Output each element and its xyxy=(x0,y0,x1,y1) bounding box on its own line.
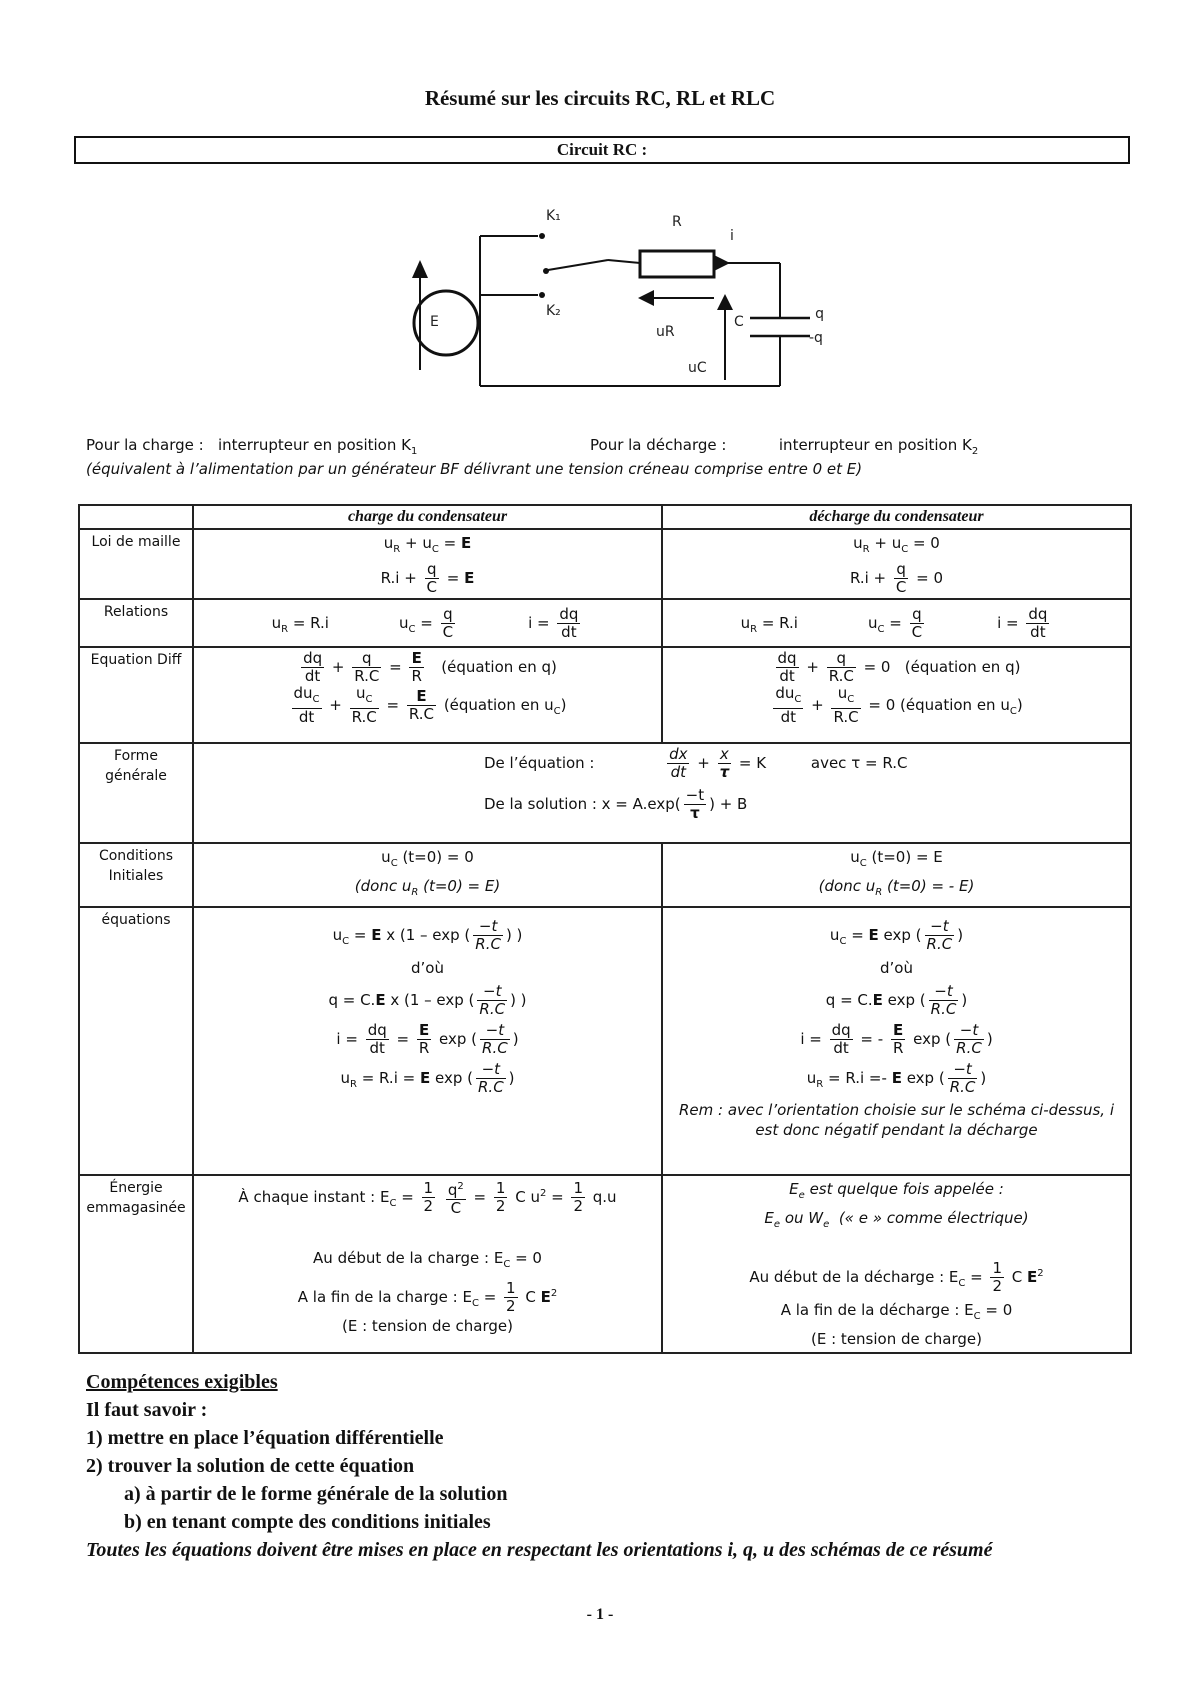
decharge-note: Pour la décharge : interrupteur en position $K_2$ xyxy=(590,436,979,457)
ur-label: uR xyxy=(656,324,675,340)
row-label-equations: équations xyxy=(79,907,193,1175)
equivalent-note: (équivalent à l’alimentation par un générateur BF délivrant une tension créneau comprise entre 0 et E) xyxy=(86,460,863,478)
page-number: - 1 - xyxy=(586,1606,614,1623)
competences-title: Compétences exigibles xyxy=(86,1371,278,1393)
switch-contact-k2 xyxy=(539,292,545,298)
table-row: Relations $u_R = R.i$ $u_C$ = $\frac{q}{C}$ i = $\frac{dq}{dt}$ $u_R = R.i$ $u_C$ = $\frac{q}{C}$ i = $\frac{dq}{dt}$ xyxy=(79,599,1131,647)
table-row: Énergie emmagasinée À chaque instant : $E_C$ = $\frac{1}{2}$ $\frac{q^2}{C}$ = $\frac{1}{2}$ C $u^2$ = $\frac{1}{2}$ q.u Au début de la charge : $E_C = 0$ A la fin de la charge : $E_C$ = $\frac{1}{2}$ C $E^2$ (E : tension de charge) $E_e$ est quelque fois appelée : $E_e$ ou $W_e$ (« e » comme électrique) Au début de la décharge : $E_C$ = $\frac{1}{2}$ C $E^2$ A la fin de la décharge : $E_C = 0$ (E : tension de charge) xyxy=(79,1175,1131,1353)
resistor-symbol xyxy=(640,251,714,277)
row-label-conditions: Conditions Initiales xyxy=(79,843,193,907)
row-label-energie: Énergie emmagasinée xyxy=(79,1175,193,1353)
switch-contact-k1 xyxy=(539,233,545,239)
remark: Rem : avec l’orientation choisie sur le schéma ci-dessus, i est donc négatif pendant la décharge xyxy=(678,1101,1115,1139)
row-label-eqdiff: Equation Diff xyxy=(79,647,193,743)
e-arrow-head xyxy=(412,260,428,278)
header-decharge: décharge du condensateur xyxy=(662,505,1131,529)
switch-blade xyxy=(548,260,608,270)
section-header: Circuit RC : xyxy=(74,136,1130,164)
uc-arrow-head xyxy=(717,294,733,310)
table-header-row xyxy=(79,505,1131,529)
r-label: R xyxy=(672,214,682,230)
switch-pivot xyxy=(543,268,549,274)
generator-symbol xyxy=(414,291,478,355)
row-label-loi: Loi de maille xyxy=(79,529,193,599)
header-charge: charge du condensateur xyxy=(193,505,662,529)
q-label: q xyxy=(815,306,824,322)
row-label-relations: Relations xyxy=(79,599,193,647)
e-label: E xyxy=(430,314,439,330)
minus-q-label: -q xyxy=(809,330,823,346)
rc-circuit-diagram xyxy=(390,200,824,390)
i-label: i xyxy=(730,228,734,244)
c-label: C xyxy=(734,314,744,330)
ur-arrow-head xyxy=(638,290,654,306)
row-label-forme: Forme générale xyxy=(79,743,193,843)
table-row: équations $u_C = E$ x (1 – exp ( $\frac{-t}{R.C}$ ) ) d’où q = C.E x (1 – exp ( $\frac{-t}{R.C}$ ) ) i = $\frac{dq}{dt}$ = $\frac{E}{R}$ exp ( $\frac{-t}{R.C}$ ) $u_R = R.i = E$ exp ( $\frac{-t}{R.C}$ ) $u_C = E$ exp ( $\frac{-t}{R.C}$ ) d’où q = C.E exp ( $\frac{-t}{R.C}$ ) i = $\frac{dq}{dt}$ = - $\frac{E}{R}$ exp ( $\frac{-t}{R.C}$ ) $u_R = R.i =- E$ exp ( $\frac{-t}{R.C}$ ) Rem : avec l’orientation choisie sur le schéma ci-dessus, i est donc négatif pendant la décharge xyxy=(79,907,1131,1175)
table-row: Loi de maille $u_R + u_C = E$ R.i + $\frac{q}{C}$ = E $u_R + u_C = 0$ R.i + $\frac{q}{C}$ = 0 xyxy=(79,529,1131,599)
current-arrow xyxy=(714,255,730,271)
page-title: Résumé sur les circuits RC, RL et RLC xyxy=(424,86,776,110)
k1-label: K₁ xyxy=(546,208,561,224)
table-row: Equation Diff $\frac{dq}{dt}$ + $\frac{q}{R.C}$ = $\frac{E}{R}$ (équation en q) $\frac{du_C}{dt}$ + $\frac{u_C}{R.C}$ = $\frac{E}{R.C}$ (équation en $u_C$) $\frac{dq}{dt}$ + $\frac{q}{R.C}$ = 0 (équation en q) $\frac{du_C}{dt}$ + $\frac{u_C}{R.C}$ = 0 (équation en $u_C$) xyxy=(79,647,1131,743)
competences-section: Compétences exigibles Il faut savoir : 1) mettre en place l’équation différentielle 2) trouver la solution de cette équation a) à partir de le forme générale de la solution b) en tenant compte des conditions initiales Toutes les équations doivent être mises en place en respectant les orientations i, q, u des schémas de ce résumé xyxy=(86,1368,1126,1564)
table-row: Forme générale De l’équation : $\frac{dx}{dt}$ + $\frac{x}{\tau}$ = K avec τ = R.C De la solution : x = A.exp( $\frac{-t}{\tau}$ ) + B xyxy=(79,743,1131,843)
rc-summary-table xyxy=(78,504,1132,1354)
table-row: Conditions Initiales $u_C$ (t=0) = 0 (donc $u_R$ (t=0) = E) $u_C$ (t=0) = E (donc $u_R$ (t=0) = - E) xyxy=(79,843,1131,907)
final-note: Toutes les équations doivent être mises en place en respectant les orientations i, q, u des schémas de ce résumé xyxy=(86,1539,993,1561)
uc-label: uC xyxy=(688,360,707,376)
charge-note: Pour la charge : interrupteur en position $K_1$ xyxy=(86,436,418,457)
k2-label: K₂ xyxy=(546,303,561,319)
